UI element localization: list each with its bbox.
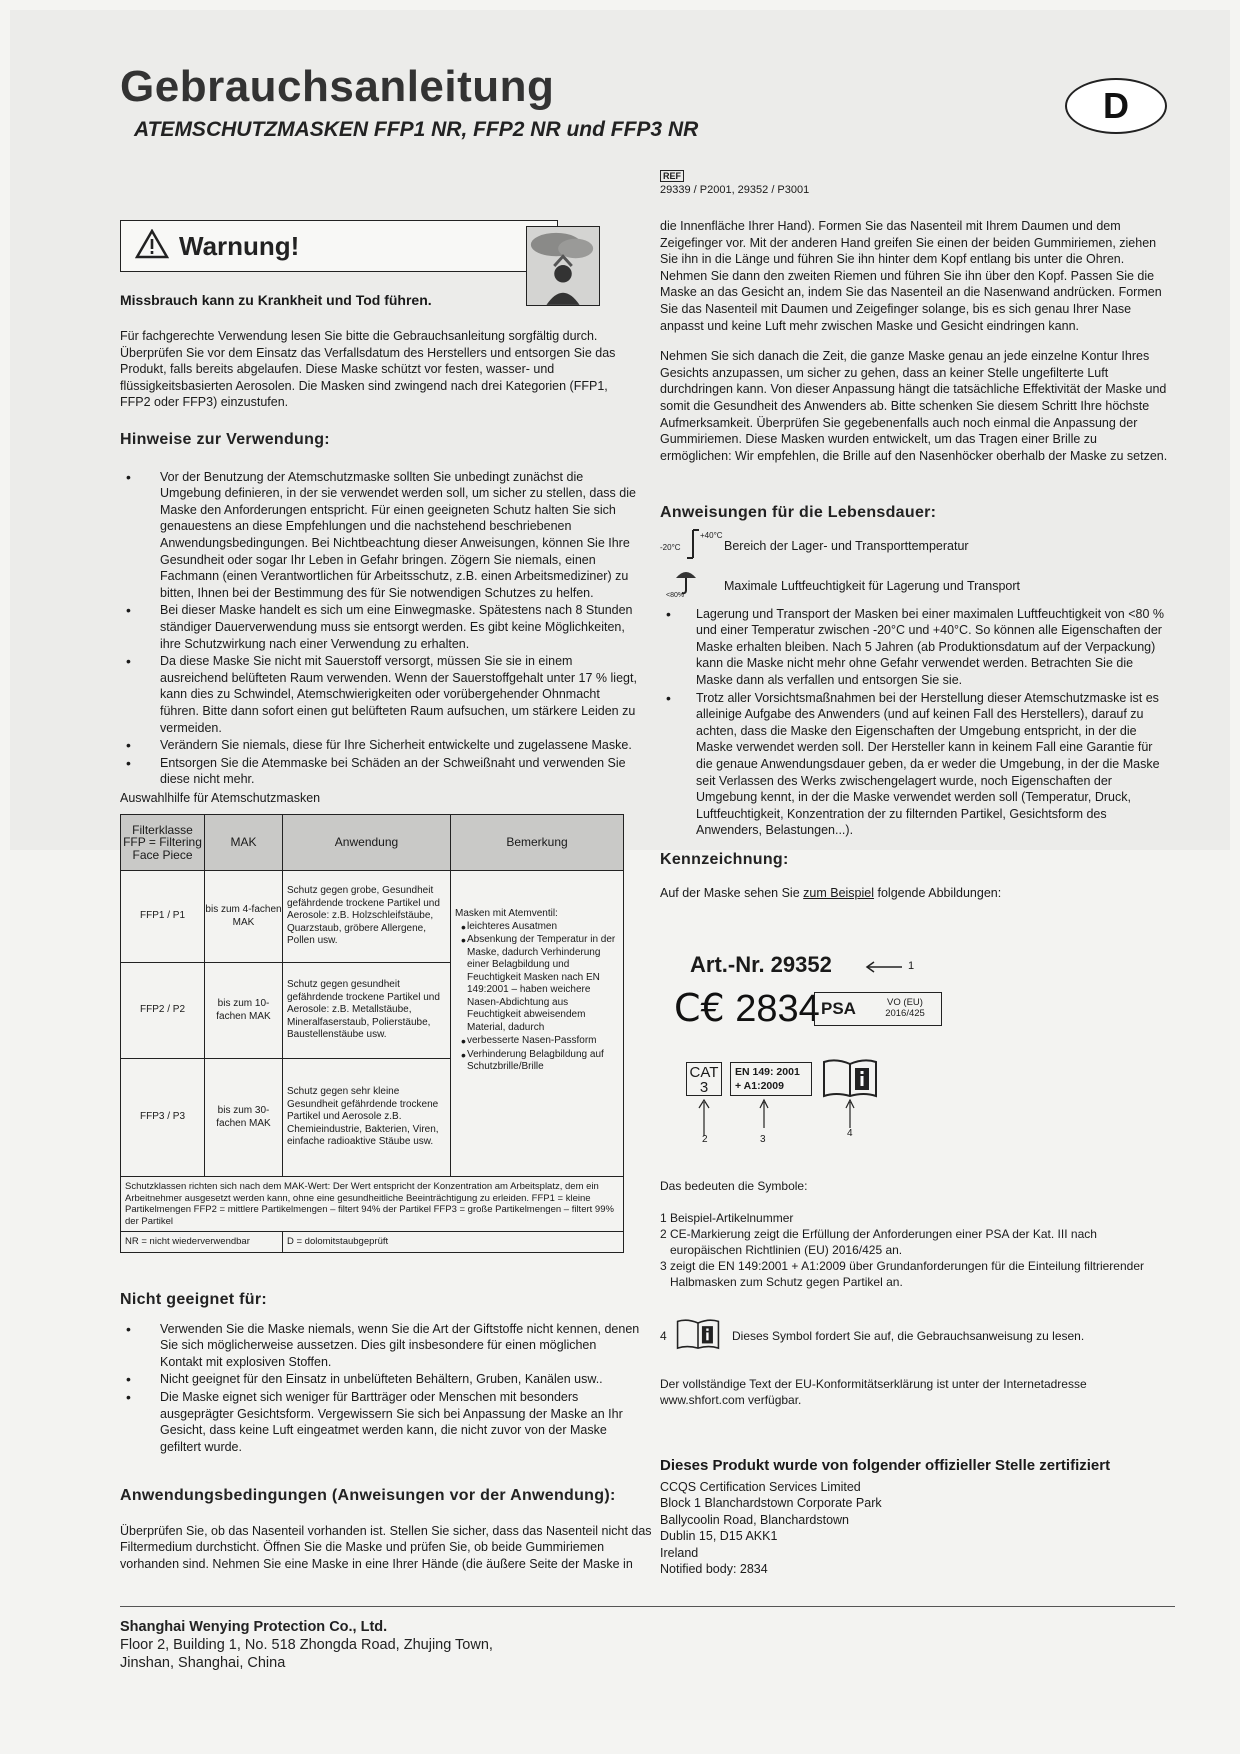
d-note: D = dolomitstaubgeprüft	[283, 1232, 624, 1253]
conditions-section	[120, 1488, 660, 1572]
manufacturer-block	[120, 1618, 493, 1672]
usage-heading: Hinweise zur Verwendung:	[120, 431, 330, 448]
temp-max: +40°C	[700, 530, 723, 540]
conformity-text: Der vollständige Text der EU-Konformitätserklärung ist unter der Internetadresse www.shfort.com verfügbar.	[660, 1377, 1087, 1407]
list-item: • Lagerung und Transport der Masken bei einer maximalen Luftfeuchtigkeit von <80 % und einer Temperatur zwischen -20°C und +40°C. So können alle Eigenschaften der Maske erhalten bleiben. Nach 5 Jahren (ab Produktionsdatum auf der Verpackung) kann die Maske nicht mehr ohne Gefahr verwendet werden. Betrachten Sie die Maske dann als verfallen und entsorgen Sie sie.	[660, 606, 1170, 689]
table-header: Anwendung	[283, 815, 451, 871]
table-cell: FFP3 / P3	[121, 1059, 205, 1177]
remark-list	[455, 921, 619, 1074]
warning-triangle-icon	[135, 229, 169, 259]
ref-value: 29339 / P2001, 29352 / P3001	[660, 184, 810, 196]
warning-subtitle: Missbrauch kann zu Krankheit und Tod führen.	[120, 292, 432, 308]
article-number: Art.-Nr. 29352	[690, 952, 832, 977]
symbols-legend	[660, 1178, 1170, 1290]
table-cell: FFP1 / P1	[121, 871, 205, 963]
table-cell: Schutz gegen sehr kleine Gesundheit gefährdende trockene Partikel und Aerosole z.B. Chemieindustrie, Bakterien, Viren, einfache radioaktive Stäube usw.	[283, 1059, 451, 1177]
symbol4-row	[660, 1318, 1170, 1354]
hazard-pictogram-icon	[526, 226, 600, 306]
legend-item: 2 CE-Markierung zeigt die Erfüllung der Anforderungen einer PSA der Kat. III nach europäischen Richtlinien (EU) 2016/425 an.	[660, 1227, 1097, 1257]
symbol4-text: Dieses Symbol fordert Sie auf, die Gebrauchsanweisung zu lesen.	[732, 1329, 1085, 1343]
manufacturer-address-1: Floor 2, Building 1, No. 518 Zhongda Road, Zhujing Town,	[120, 1637, 493, 1653]
vo-label: VO (EU) 2016/425	[885, 997, 925, 1019]
ce-logo-icon: C€	[674, 986, 725, 1030]
warning-text: Für fachgerechte Verwendung lesen Sie bitte die Gebrauchsanleitung sorgfältig durch. Überprüfen Sie vor dem Einsatz das Verfallsdatum des Herstellers und entsorgen Sie das Produkt, falls bereits abgelaufen. Diese Maske schützt vor festen, wasser- und flüssigkeitsbasierten Aerosolen. Die Masken sind zwingend nach drei Kategorien (FFP1, FFP2 oder FFP3) einzustufen.	[120, 329, 616, 410]
selection-caption: Auswahlhilfe für Atemschutzmasken	[120, 791, 321, 805]
lifetime-section	[660, 505, 1170, 840]
marking-figure	[674, 952, 1034, 1152]
manufacturer-name: Shanghai Wenying Protection Co., Ltd.	[120, 1619, 388, 1635]
cert-line: Dublin 15, D15 AKK1	[660, 1529, 778, 1543]
humidity-label: Maximale Luftfeuchtigkeit für Lagerung und Transport	[724, 578, 1021, 593]
marking-intro-pre: Auf der Maske sehen Sie	[660, 885, 804, 900]
list-item: • Entsorgen Sie die Atemmaske bei Schäden an der Schweißnaht und verwenden Sie diese nicht mehr.	[120, 755, 640, 788]
category-box	[686, 1062, 722, 1096]
not-suitable-section	[120, 1292, 640, 1456]
marking-intro-underline: zum Beispiel	[803, 885, 875, 900]
usage-section	[120, 432, 640, 789]
en-line-2: + A1:2009	[735, 1080, 784, 1092]
list-item: • Verwenden Sie die Maske niemals, wenn Sie die Art der Giftstoffe nicht kennen, denen Sie sich möglicherweise aussetzen. Dies gilt insbesondere für einen möglichen Kontakt mit explosiven Stoffen.	[120, 1321, 640, 1371]
list-item: • Bei dieser Maske handelt es sich um eine Einwegmaske. Spätestens nach 8 Stunden ständiger Dauerverwendung muss sie entsorgt werden. Es gibt keine Möglichkeiten, ihre Schutzwirkung nach einer Verwendung zu erhalten.	[120, 602, 640, 652]
table-header: Filterklasse FFP = Filtering Face Piece	[121, 815, 205, 871]
symbols-heading: Das bedeuten die Symbole:	[660, 1179, 808, 1193]
table-footnote: Schutzklassen richten sich nach dem MAK-Wert: Der Wert entspricht der Konzentration am Arbeitsplatz, dem ein Arbeitnehmer ausgesetzt werden kann, ohne eine gesundheitliche Beeinträchtigung zu erleiden. FFP1 = kleine Partikelmengen FFP2 = mittlere Partikelmengen – filtert 94% der Partikel FFP3 = große Partikelmengen – filtert 99% der Partikel	[121, 1177, 624, 1232]
table-cell: Schutz gegen gesundheit gefährdende trockene Partikel und Aerosole: z.B. Metallstäube, Mineralfaserstaub, Polierstäube, Baustellenstäube usw.	[283, 963, 451, 1059]
list-item: • Nicht geeignet für den Einsatz in unbelüfteten Behältern, Gruben, Kanälen usw..	[120, 1371, 640, 1388]
thermometer-icon	[686, 528, 700, 560]
table-legend-row	[121, 1232, 624, 1253]
marking-intro-post: folgende Abbildungen:	[874, 885, 1002, 900]
list-item: • Die Maske eignet sich weniger für Bartträger oder Menschen mit besonders ausgeprägter Gesichtsform. Vergewissern Sie sich bei Anpassung der Maske an Ihr Gesicht, dass keine Luft eingeatmet werden kann, die nicht zuvor von der Maske gefiltert wurde.	[120, 1389, 640, 1455]
table-cell: Schutz gegen grobe, Gesundheit gefährdende trockene Partikel und Aerosole: z.B. Holzschleifstäube, Quarzstaub, gröbere Allergene, Pollen usw.	[283, 871, 451, 963]
reference-block	[660, 170, 809, 196]
table-header: MAK	[205, 815, 283, 871]
temp-label: Bereich der Lager- und Transporttemperatur	[724, 538, 969, 553]
lifetime-list	[660, 606, 1170, 839]
psa-label: PSA	[821, 999, 856, 1018]
list-item: • leichteres Ausatmen	[455, 921, 619, 934]
fitting-text-2: Nehmen Sie sich danach die Zeit, die ganze Maske genau an jede einzelne Kontur Ihres Gesichts anzupassen, um sicher zu gehen, dass an keiner Stelle ungefilterte Luft durchdringen kann. Von dieser Anpassung hängt die tatsächliche Effektivität der Maske und somit die Gesundheit des Anwenders ab. Bitte schenken Sie diesem Schritt Ihre höchste Aufmerksamkeit. Überprüfen Sie gegebenenfalls auch noch einmal die Anpassung der Gummiriemen. Diese Masken wurden entwickelt, um das Tragen einer Brille zu ermöglichen: Wir empfehlen, die Brille auf den Nasenhöcker oberhalb der Maske zu setzen.	[660, 349, 1168, 463]
list-item: • Verhinderung Belagbildung auf Schutzbrille/Brille	[455, 1049, 619, 1074]
ce-mark	[674, 986, 820, 1031]
lifetime-heading: Anweisungen für die Lebensdauer:	[660, 504, 937, 521]
cert-line: Ireland	[660, 1545, 699, 1560]
list-item: • Vor der Benutzung der Atemschutzmaske sollten Sie unbedingt zunächst die Umgebung definieren, in der sie verwendet werden soll, um sicher zu stellen, dass die Maske den Anforderungen entspricht. Für einen geeigneten Schutz halten Sie sich genauestens an diese Empfehlungen und die nachstehend beschriebenen Anwendungsbedingungen. Bei Nichtbeachtung dieser Anweisungen, können Sie Ihre Gesundheit oder sogar Ihr Leben in Gefahr bringen. Zögern Sie niemals, einen Fachmann (einen Verantwortlichen für Arbeitsschutz, z.B. einen Arbeitsmediziner) zu bitten, Ihnen bei der Bestimmung des für Sie notwendigen Schutzes zu helfen.	[120, 469, 640, 602]
list-item: • Da diese Maske Sie nicht mit Sauerstoff versorgt, müssen Sie sie in einem ausreichend belüfteten Raum verwenden. Wenn der Sauerstoffgehalt unter 17 % liegt, kann dies zu Schwindel, Atemschwierigkeiten oder vorübergehender Ohnmacht führen. Bitte dann sofort einen gut belüfteten Raum aufsuchen, um stärkere Leiden zu vermeiden.	[120, 653, 640, 736]
ref-icon: REF	[660, 170, 684, 182]
table-cell: FFP2 / P2	[121, 963, 205, 1059]
footer-divider	[120, 1606, 1175, 1607]
symbol4-number: 4	[660, 1329, 667, 1343]
legend-item: 1 Beispiel-Artikelnummer	[660, 1211, 794, 1225]
remark-cell	[451, 871, 624, 1177]
cert-line: Notified body: 2834	[660, 1562, 768, 1576]
en-line-1: EN 149: 2001	[735, 1066, 800, 1078]
cert-line: Block 1 Blanchardstown Corporate Park	[660, 1496, 882, 1510]
table-cell: bis zum 10-fachen MAK	[205, 963, 283, 1059]
table-row	[121, 871, 624, 963]
not-suitable-list	[120, 1321, 640, 1456]
cert-line: CCQS Certification Services Limited	[660, 1479, 861, 1494]
usage-list	[120, 469, 640, 788]
psa-box	[814, 992, 942, 1026]
temp-min: -20°C	[660, 542, 681, 552]
not-suitable-heading: Nicht geeignet für:	[120, 1291, 268, 1308]
table-footnote-row	[121, 1177, 624, 1232]
marker-2: 2	[702, 1134, 708, 1145]
arrow-left-icon	[864, 960, 904, 974]
humidity-value: <80%	[666, 591, 685, 599]
remark-intro: Masken mit Atemventil:	[455, 908, 558, 919]
humidity-row	[660, 566, 1170, 598]
marker-1: 1	[908, 960, 915, 972]
language-badge: D	[1065, 78, 1167, 134]
table-cell: bis zum 30-fachen MAK	[205, 1059, 283, 1177]
category-label: CAT	[689, 1064, 719, 1081]
en-standard-box	[730, 1062, 812, 1096]
list-item: • Verändern Sie niemals, diese für Ihre Sicherheit entwickelte und zugelassene Maske.	[120, 737, 640, 754]
temperature-row	[660, 528, 1170, 560]
list-item: • verbesserte Nasen-Passform	[455, 1035, 619, 1048]
marking-intro	[660, 885, 1170, 902]
marker-arrows	[674, 1098, 894, 1138]
marking-heading: Kennzeichnung:	[660, 851, 789, 868]
warning-title: Warnung!	[179, 231, 300, 261]
page-title: Gebrauchsanleitung	[120, 62, 555, 111]
warning-body	[120, 328, 640, 411]
table-header-row	[121, 815, 624, 871]
nr-note: NR = nicht wiederverwendbar	[121, 1232, 283, 1253]
category-number: 3	[699, 1079, 709, 1096]
conditions-text: Überprüfen Sie, ob das Nasenteil vorhanden ist. Stellen Sie sicher, dass das Nasenteil nicht das Filtermedium durchsticht. Öffnen Sie die Maske und prüfen Sie, ob beide Gummiriemen vorhanden sind. Nehmen Sie eine Maske in eine Ihrer Hände (die äußere Seite der Maske in	[120, 1523, 652, 1571]
document-header	[120, 62, 1160, 152]
marker-4: 4	[847, 1128, 853, 1139]
table-header: Bemerkung	[451, 815, 624, 871]
manufacturer-address-2: Jinshan, Shanghai, China	[120, 1655, 286, 1671]
cert-line: Ballycoolin Road, Blanchardstown	[660, 1512, 849, 1527]
selection-table	[120, 814, 624, 1253]
certification-section	[660, 1458, 1170, 1578]
ce-number: 2834	[735, 988, 820, 1030]
read-manual-icon	[676, 1318, 720, 1350]
marking-section	[660, 852, 1170, 901]
legend-item: 3 zeigt die EN 149:2001 + A1:2009 über Grundanforderungen für die Einteilung filtrierender Halbmasken zum Schutz gegen Partikel an.	[660, 1259, 1144, 1289]
warning-box	[120, 220, 558, 272]
fitting-text: die Innenfläche Ihrer Hand). Formen Sie das Nasenteil mit Ihrem Daumen und dem Zeigefinger vor. Mit der anderen Hand greifen Sie einen der beiden Gummiriemen, ziehen Sie ihn in die Länge und führen Sie ihn hinter dem Kopf entlang bis unter die Ohren. Nehmen Sie dann den zweiten Riemen und führen Sie ihn über den Kopf. Passen Sie die Maske an das Gesicht an, indem Sie das Nasenteil an die Nasenwand andrücken. Formen Sie das Nasenteil mit Daumen und Zeigefinger solange, bis es sich genau Ihrer Nase anpasst und keine Luft mehr zwischen Maske und Gesicht eindringen kann.	[660, 219, 1162, 333]
conditions-heading: Anwendungsbedingungen (Anweisungen vor der Anwendung):	[120, 1487, 616, 1504]
fitting-section	[660, 218, 1170, 464]
marker-3: 3	[760, 1134, 766, 1145]
page-subtitle: ATEMSCHUTZMASKEN FFP1 NR, FFP2 NR und FFP3 NR	[134, 118, 699, 141]
list-item: • Trotz aller Vorsichtsmaßnahmen bei der Herstellung dieser Atemschutzmaske ist es alleinige Aufgabe des Anwenders (und auf keinen Fall des Herstellers), darauf zu achten, dass die Maske den Eigenschaften der Umgebung entspricht, in der die Maske verwendet werden soll. Der Hersteller kann in keinem Fall eine Garantie für die genaue Anwendungsdauer geben, da er weder die Umgebung, in der die Maske seit Verlassen des Werks zwischengelagert wurde, noch Eigenschaften der Umgebung kennt, in der die Maske verwendet werden soll (Temperatur, Druck, Luftfeuchtigkeit, Konzentration der zu filternden Partikel, Gesichtsform des Anwenders, Belastungen...).	[660, 690, 1170, 839]
read-manual-book-icon	[822, 1058, 878, 1098]
table-cell: bis zum 4-fachen MAK	[205, 871, 283, 963]
list-item: • Absenkung der Temperatur in der Maske, dadurch Verhinderung einer Belagbildung und Feuchtigkeit Masken nach EN 149:2001 – haben weichere Nasen-Abdichtung aus Feuchtigkeit abweisendem Material, dadurch	[455, 934, 619, 1034]
certification-heading: Dieses Produkt wurde von folgender offizieller Stelle zertifiziert	[660, 1457, 1111, 1474]
